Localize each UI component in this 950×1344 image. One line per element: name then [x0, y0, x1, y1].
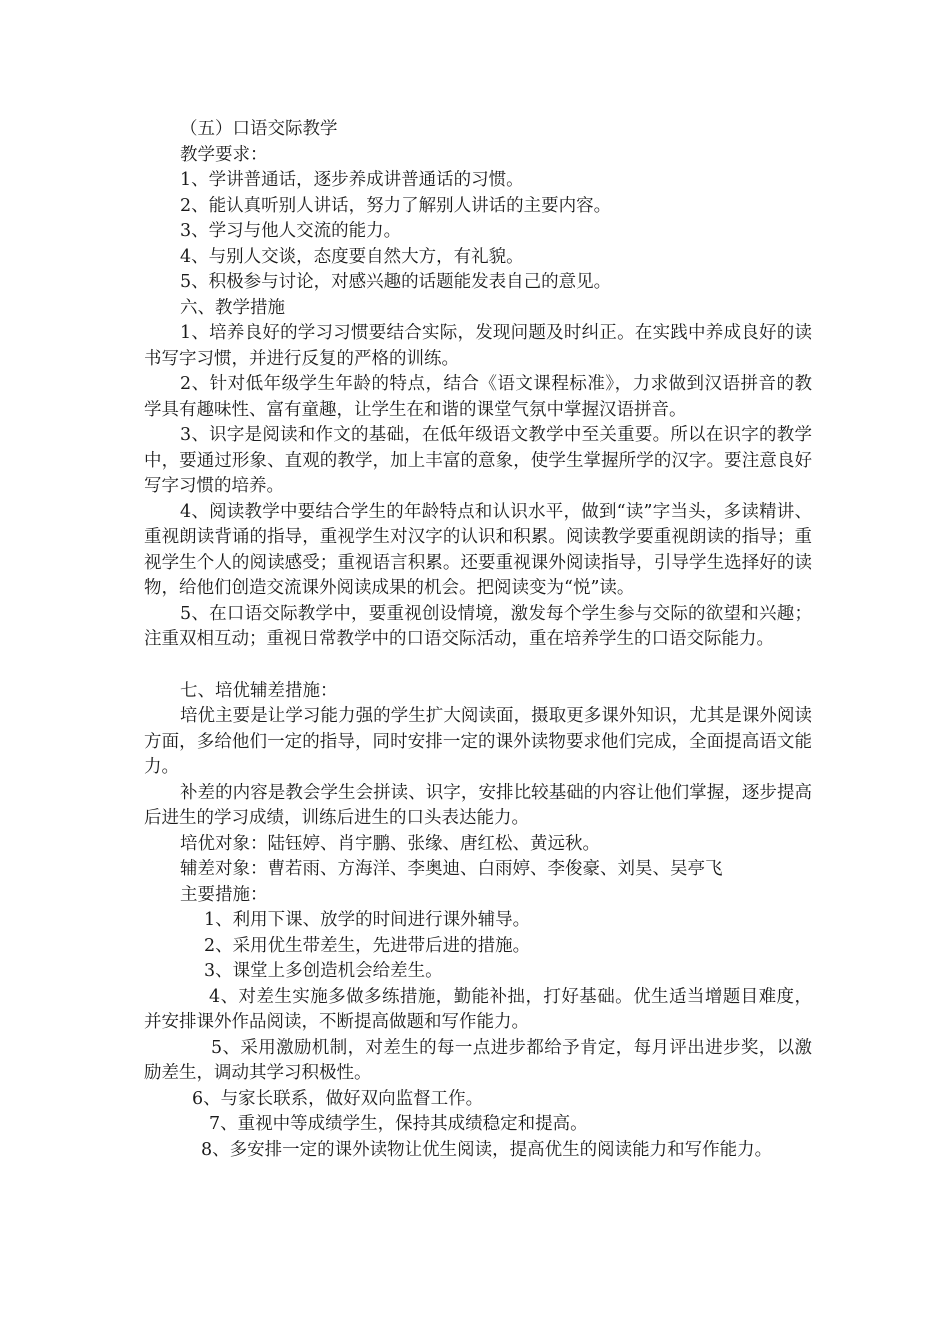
measure-paragraph: 4、阅读教学中要结合学生的年龄特点和认识水平，做到“读”字当头，多读精讲、重视朗读背诵的指导，重视学生对汉字的认识和积累。阅读教学要重视朗读的指导；重视学生个人的阅读感受；重视语言积累。还要重视课外阅读指导，引导学生选择好的读物，给他们创造交流课外阅读成果的机会。把阅读变为“悦”读。	[144, 501, 812, 598]
requirement-item: 5、积极参与讨论，对感兴趣的话题能发表自己的意见。	[180, 272, 612, 292]
measure-item: 3、课堂上多创造机会给差生。	[204, 961, 443, 981]
requirement-item: 1、学讲普通话，逐步养成讲普通话的习惯。	[180, 170, 524, 190]
paragraph-gap	[144, 653, 812, 679]
main-measures-label: 主要措施：	[180, 884, 268, 905]
measure-item: 5、采用激励机制，对差生的每一点进步都给予肯定，每月评出进步奖，以激励差生，调动其学习积极性。	[144, 1037, 812, 1083]
section5-heading: （五）口语交际教学	[180, 119, 338, 139]
requirement-item: 2、能认真听别人讲话，努力了解别人讲话的主要内容。	[180, 195, 612, 216]
measure-paragraph: 1、培养良好的学习习惯要结合实际，发现问题及时纠正。在实践中养成良好的读书写字习惯，并进行反复的严格的训练。	[144, 323, 812, 369]
requirement-item: 4、与别人交谈，态度要自然大方，有礼貌。	[180, 246, 524, 267]
measure-item: 6、与家长联系，做好双向监督工作。	[192, 1088, 484, 1109]
requirement-item: 3、学习与他人交流的能力。	[180, 221, 402, 241]
measure-item: 2、采用优生带差生，先进带后进的措施。	[204, 935, 531, 956]
measure-paragraph: 2、针对低年级学生年龄的特点，结合《语文课程标准》，力求做到汉语拼音的教学具有趣味性、富有童趣，让学生在和谐的课堂气氛中掌握汉语拼音。	[144, 374, 812, 420]
top-students-list: 培优对象：陆钰婷、肖宇鹏、张缘、唐红松、黄远秋。	[180, 833, 600, 854]
measure-paragraph: 5、在口语交际教学中，要重视创设情境，激发每个学生参与交际的欲望和兴趣；注重双相互动；重视日常教学中的口语交际活动，重在培养学生的口语交际能力。	[144, 603, 812, 649]
measure-item: 4、对差生实施多做多练措施，勤能补拙，打好基础。优生适当增题目难度，并安排课外作品阅读，不断提高做题和写作能力。	[144, 986, 812, 1032]
section6-heading: 六、教学措施	[180, 297, 285, 318]
weak-students-list: 辅差对象：曹若雨、方海洋、李奥迪、白雨婷、李俊豪、刘昊、吴亭飞	[180, 859, 723, 879]
measure-item: 7、重视中等成绩学生，保持其成绩稳定和提高。	[209, 1114, 588, 1134]
remediation-paragraph: 补差的内容是教会学生会拼读、识字，安排比较基础的内容让他们掌握，逐步提高后进生的学习成绩，训练后进生的口头表达能力。	[144, 782, 812, 828]
measure-item: 8、多安排一定的课外读物让优生阅读，提高优生的阅读能力和写作能力。	[201, 1139, 773, 1160]
measure-paragraph: 3、识字是阅读和作文的基础，在低年级语文教学中至关重要。所以在识字的教学中，要通过形象、直观的教学，加上丰富的意象，使学生掌握所学的汉字。要注意良好写字习惯的培养。	[144, 425, 812, 496]
section7-heading: 七、培优辅差措施：	[180, 680, 338, 701]
measure-item: 1、利用下课、放学的时间进行课外辅导。	[204, 910, 531, 930]
document-page	[144, 117, 812, 1163]
teaching-requirements-label: 教学要求：	[180, 144, 268, 165]
enrichment-paragraph: 培优主要是让学习能力强的学生扩大阅读面，摄取更多课外知识，尤其是课外阅读方面，多给他们一定的指导，同时安排一定的课外读物要求他们完成，全面提高语文能力。	[144, 706, 812, 777]
